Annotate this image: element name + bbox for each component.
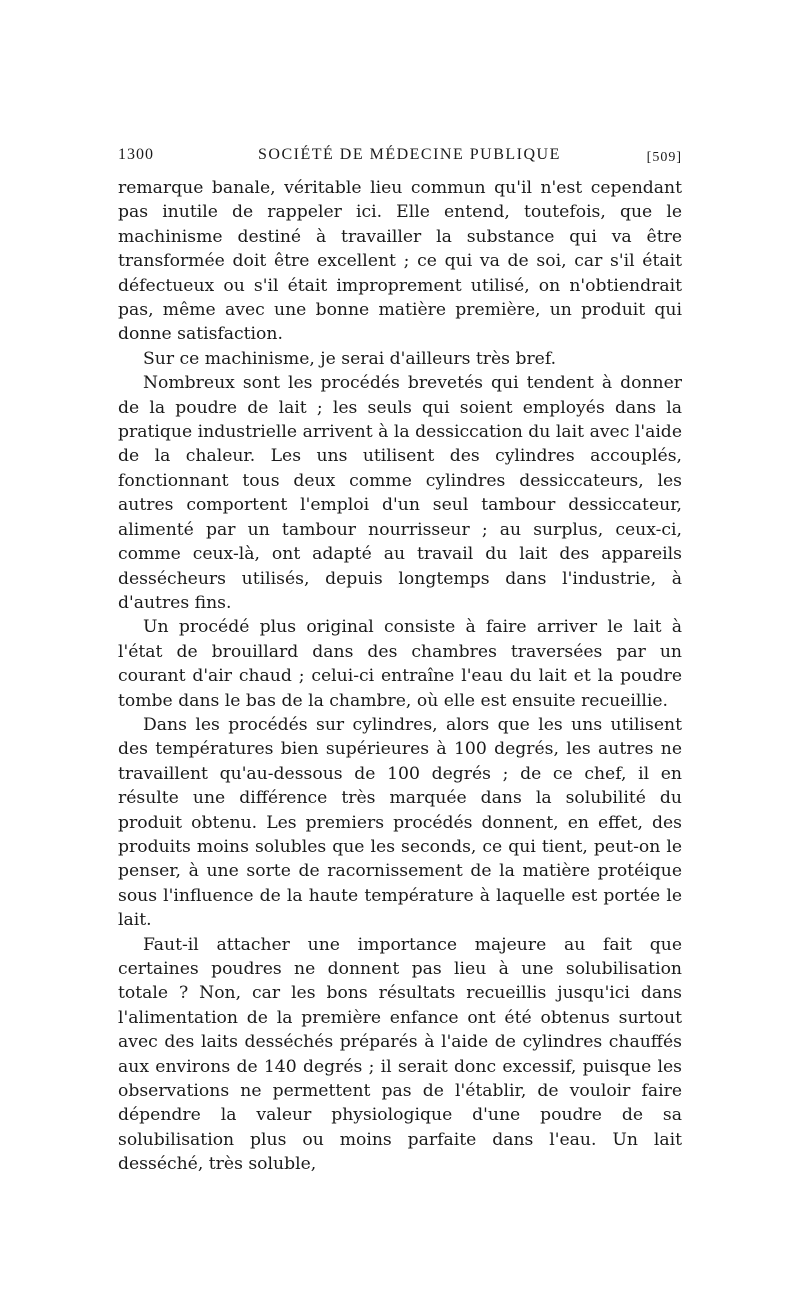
paragraph: Faut-il attacher une importance majeure au fait que certaines poudres ne donnent pas lieu à une solubilisation totale ? Non, car les bons résultats recueillis jusqu'ici dans l'alimentation de la première enfance ont été obtenus surtout avec des laits desséchés préparés à l'aide de cylindres chauffés aux environs de 140 degrés ; il serait donc excessif, puisque les observations ne permettent pas de l'établir, de vouloir faire dépendre la valeur physiologique d'une poudre de sa solubilisation plus ou moins parfaite dans l'eau. Un lait desséché, très soluble, [118, 934, 682, 1175]
paragraph: Dans les procédés sur cylindres, alors que les uns utilisent des températures bien supérieures à 100 degrés, les autres ne travaillent qu'au-dessous de 100 degrés ; de ce chef, il en résulte une différence très marquée dans la solubilité du produit obtenu. Les premiers procédés donnent, en effet, des produits moins solubles que les seconds, ce qui tient, peut-on le penser, à une sorte de racornissement de la matière protéique sous l'influence de la haute température à laquelle est portée le lait. [118, 714, 682, 931]
body-text [118, 176, 682, 1177]
page-reference: [509] [646, 150, 682, 165]
paragraph-continued: remarque banale, véritable lieu commun qu'il n'est cependant pas inutile de rappeler ici. Elle entend, toutefois, que le machinisme destiné à travailler la substance qui va être transformée doit être excellent ; ce qui va de soi, car s'il était défectueux ou s'il était improprement utilisé, on n'obtiendrait pas, même avec une bonne matière première, un produit qui donne satisfaction. [118, 178, 682, 345]
paragraph: Sur ce machinisme, je serai d'ailleurs très bref. [143, 348, 557, 369]
running-title: SOCIÉTÉ DE MÉDECINE PUBLIQUE [258, 146, 561, 163]
page-number: 1300 [118, 146, 154, 163]
running-header [118, 146, 682, 170]
paragraph: Un procédé plus original consiste à faire arriver le lait à l'état de brouillard dans des chambres traversées par un courant d'air chaud ; celui-ci entraîne l'eau du lait et la poudre tombe dans le bas de la chambre, où elle est ensuite recueillie. [118, 617, 682, 711]
paragraph: Nombreux sont les procédés brevetés qui tendent à donner de la poudre de lait ; les seuls qui soient employés dans la pratique industrielle arrivent à la dessiccation du lait avec l'aide de la chaleur. Les uns utilisent des cylindres accouplés, fonctionnant tous deux comme cylindres dessiccateurs, les autres comportent l'emploi d'un seul tambour dessiccateur, alimenté par un tambour nourrisseur ; au surplus, ceux-ci, comme ceux-là, ont adapté au travail du lait des appareils dessécheurs utilisés, depuis longtemps dans l'industrie, à d'autres fins. [118, 373, 682, 613]
